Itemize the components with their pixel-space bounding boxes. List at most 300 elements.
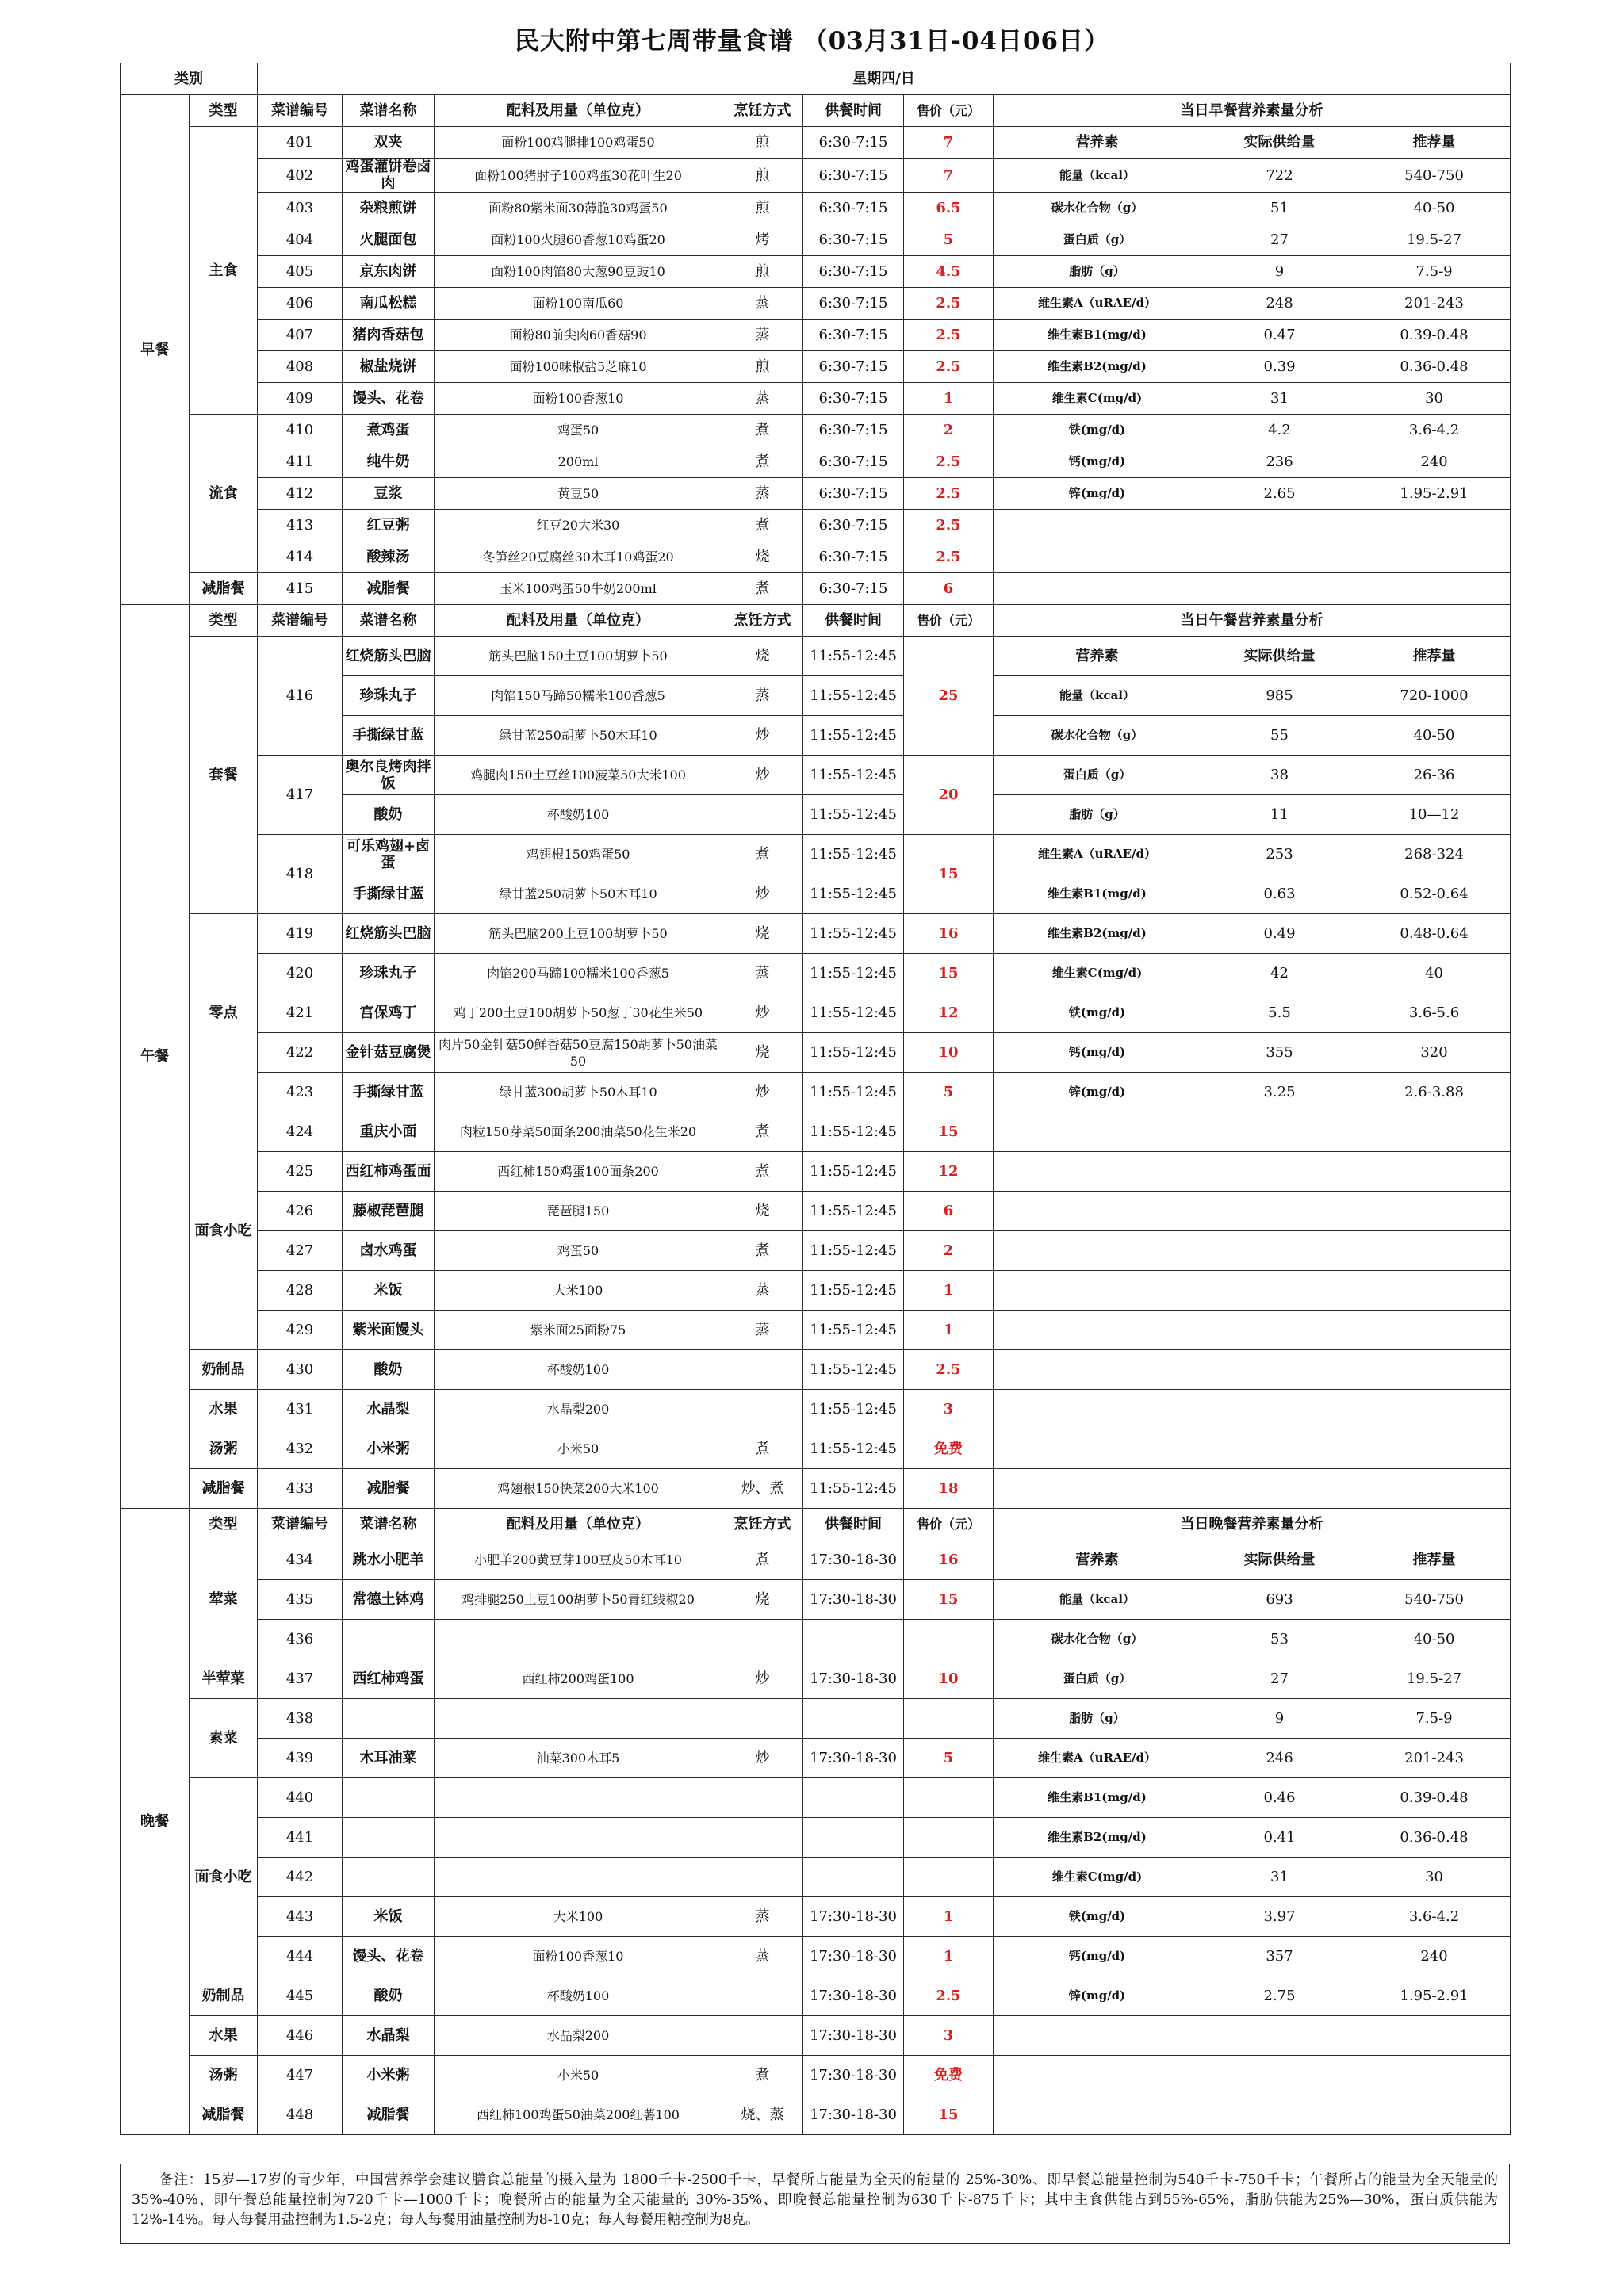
cook-method: 蒸 [722,478,803,510]
nutrient-name: 脂肪（g） [994,256,1201,288]
table-row [121,224,1511,256]
dish-price: 16 [904,1540,994,1580]
table-row [121,351,1511,383]
dish-name: 酸辣汤 [343,541,435,573]
type-cell: 套餐 [190,637,258,914]
table-row [121,1390,1511,1429]
dish-name: 红烧筋头巴脑 [343,637,435,676]
serve-time: 11:55-12:45 [803,1112,904,1152]
serve-time [803,1699,904,1739]
dish-name: 奥尔良烤肉拌饭 [343,756,435,795]
empty-cell [1201,1112,1358,1152]
table-row [121,1976,1511,2016]
table-row [121,510,1511,541]
table-row [121,1739,1511,1778]
dish-name: 珍珠丸子 [343,954,435,993]
dish-code: 448 [258,2095,343,2135]
empty-cell [994,2016,1201,2056]
nutrient-name: 维生素A（uRAE/d） [994,288,1201,320]
dish-ingredients: 鸡排腿250土豆100胡萝卜50青红线椒20 [435,1580,722,1620]
code-header: 菜谱编号 [258,605,343,637]
dish-code: 436 [258,1620,343,1659]
cook-method: 烧 [722,1580,803,1620]
dish-price: 25 [904,637,994,756]
type-cell: 面食小吃 [190,1112,258,1350]
cook-method: 烧 [722,914,803,954]
serve-time: 11:55-12:45 [803,1271,904,1311]
dish-ingredients: 绿甘蓝250胡萝卜50木耳10 [435,874,722,914]
dish-ingredients: 小米50 [435,1429,722,1469]
nutrient-recommended: 540-750 [1358,1580,1511,1620]
table-row [121,2056,1511,2095]
cook-method [722,2016,803,2056]
table-row [121,605,1511,637]
nutrient-header: 营养素 [994,1540,1201,1580]
dish-name [343,1620,435,1659]
cook-method: 炒 [722,756,803,795]
table-row [121,1350,1511,1390]
serve-time: 17:30-18-30 [803,1937,904,1976]
dish-code: 430 [258,1350,343,1390]
serve-time: 6:30-7:15 [803,383,904,415]
nutrient-actual: 253 [1201,835,1358,874]
dish-price: 4.5 [904,256,994,288]
empty-cell [1358,1112,1511,1152]
nutrient-name: 维生素C(mg/d) [994,954,1201,993]
type-cell: 汤粥 [190,2056,258,2095]
dish-code: 421 [258,993,343,1033]
nutrient-actual: 0.46 [1201,1778,1358,1818]
dish-price: 1 [904,1897,994,1937]
table-row [121,320,1511,351]
nutrient-actual: 31 [1201,1858,1358,1897]
cook-method: 炒 [722,1073,803,1112]
nutrient-actual: 355 [1201,1033,1358,1073]
table-row [121,288,1511,320]
dish-code: 445 [258,1976,343,2016]
table-row [121,1152,1511,1192]
dish-code: 437 [258,1659,343,1699]
dish-code: 413 [258,510,343,541]
empty-cell [994,2095,1201,2135]
nutrient-name: 碳水化合物（g） [994,193,1201,224]
serve-time: 6:30-7:15 [803,224,904,256]
dish-name: 京东肉饼 [343,256,435,288]
empty-cell [1358,1350,1511,1390]
dish-name: 卤水鸡蛋 [343,1231,435,1271]
empty-cell [994,1350,1201,1390]
dish-code: 446 [258,2016,343,2056]
dish-code: 419 [258,914,343,954]
dish-name: 西红柿鸡蛋面 [343,1152,435,1192]
cook-method [722,1818,803,1858]
serve-time: 11:55-12:45 [803,795,904,835]
dish-ingredients [435,1699,722,1739]
dish-name: 珍珠丸子 [343,676,435,716]
cook-method: 蒸 [722,676,803,716]
dish-ingredients: 肉片50金针菇50鲜香菇50豆腐150胡萝卜50油菜50 [435,1033,722,1073]
nutrient-recommended: 0.39-0.48 [1358,320,1511,351]
table-row [121,446,1511,478]
cook-method: 炒 [722,993,803,1033]
dish-ingredients: 肉馅200马蹄100糯米100香葱5 [435,954,722,993]
dish-code: 401 [258,127,343,159]
dish-code: 406 [258,288,343,320]
dish-name: 小米粥 [343,2056,435,2095]
table-row [121,1073,1511,1112]
empty-cell [994,1192,1201,1231]
empty-cell [994,1429,1201,1469]
table-row [121,95,1511,127]
dish-ingredients: 红豆20大米30 [435,510,722,541]
nutrient-name: 能量（kcal） [994,1580,1201,1620]
dish-price: 2.5 [904,541,994,573]
type-cell: 减脂餐 [190,1469,258,1509]
dish-name: 跳水小肥羊 [343,1540,435,1580]
dish-price: 3 [904,2016,994,2056]
cook-method: 炒 [722,1659,803,1699]
serve-time: 11:55-12:45 [803,716,904,756]
nutrient-recommended: 0.39-0.48 [1358,1778,1511,1818]
cook-method: 炒 [722,874,803,914]
serve-time: 11:55-12:45 [803,1390,904,1429]
serve-time: 11:55-12:45 [803,954,904,993]
nutrient-recommended: 240 [1358,446,1511,478]
cook-method: 煮 [722,1231,803,1271]
cook-method: 烤 [722,224,803,256]
dish-code: 416 [258,637,343,756]
dish-ingredients: 水晶梨200 [435,2016,722,2056]
ingredients-header: 配料及用量（单位克） [435,605,722,637]
dish-name: 减脂餐 [343,573,435,605]
dish-code: 418 [258,835,343,914]
dish-price: 2.5 [904,320,994,351]
serve-time: 11:55-12:45 [803,1469,904,1509]
empty-cell [994,1152,1201,1192]
serve-time: 11:55-12:45 [803,1152,904,1192]
serve-time: 11:55-12:45 [803,1192,904,1231]
serve-time: 6:30-7:15 [803,478,904,510]
nutrient-header: 营养素 [994,127,1201,159]
serve-time: 6:30-7:15 [803,573,904,605]
dish-ingredients: 筋头巴脑200土豆100胡萝卜50 [435,914,722,954]
nutrient-name: 维生素B2(mg/d) [994,1818,1201,1858]
nutrient-recommended: 30 [1358,383,1511,415]
cook-method: 煮 [722,1540,803,1580]
dish-ingredients [435,1818,722,1858]
dish-ingredients: 鸡翅根150快菜200大米100 [435,1469,722,1509]
dish-price: 5 [904,224,994,256]
dish-price: 2.5 [904,510,994,541]
cook-method: 蒸 [722,954,803,993]
dish-price: 10 [904,1033,994,1073]
nutrient-name: 维生素B1(mg/d) [994,1778,1201,1818]
serve-time [803,1778,904,1818]
serve-time: 11:55-12:45 [803,874,904,914]
dish-name: 常德土钵鸡 [343,1580,435,1620]
table-row [121,637,1511,676]
dish-name: 酸奶 [343,1976,435,2016]
dish-code: 410 [258,415,343,446]
empty-cell [1358,2095,1511,2135]
serve-time: 11:55-12:45 [803,756,904,795]
dish-name [343,1858,435,1897]
table-row [121,2095,1511,2135]
dish-code: 438 [258,1699,343,1739]
cook-method [722,1699,803,1739]
nutrient-name: 钙(mg/d) [994,1033,1201,1073]
dish-ingredients: 冬笋丝20豆腐丝30木耳10鸡蛋20 [435,541,722,573]
dish-name: 米饭 [343,1271,435,1311]
nutrient-name: 脂肪（g） [994,795,1201,835]
nutrient-recommended: 3.6-5.6 [1358,993,1511,1033]
nutrient-name: 维生素C(mg/d) [994,1858,1201,1897]
dish-price [904,1818,994,1858]
table-row [121,1192,1511,1231]
cook-method: 煮 [722,835,803,874]
dish-name: 水晶梨 [343,2016,435,2056]
nutrient-actual: 42 [1201,954,1358,993]
nutrient-name: 脂肪（g） [994,1699,1201,1739]
page-title: 民大附中第七周带量食谱 （03月31日-04日06日） [514,27,1110,55]
type-header: 类型 [190,1509,258,1540]
ingredients-header: 配料及用量（单位克） [435,95,722,127]
empty-cell [1358,1231,1511,1271]
nutrient-actual: 2.65 [1201,478,1358,510]
method-header: 烹饪方式 [722,605,803,637]
dish-name: 馒头、花卷 [343,383,435,415]
nutrient-header: 营养素 [994,637,1201,676]
empty-cell [994,1231,1201,1271]
price-header: 售价（元） [904,95,994,127]
nutrient-recommended: 1.95-2.91 [1358,1976,1511,2016]
nutrient-recommended: 720-1000 [1358,676,1511,716]
nutrient-name: 维生素C(mg/d) [994,383,1201,415]
dish-name: 金针菇豆腐煲 [343,1033,435,1073]
dish-code: 429 [258,1311,343,1350]
meal-breakfast: 早餐 [121,95,190,605]
nutrient-actual: 2.75 [1201,1976,1358,2016]
dish-price: 6.5 [904,193,994,224]
dish-ingredients: 肉粒150芽菜50面条200油菜50花生米20 [435,1112,722,1152]
empty-cell [1358,1469,1511,1509]
dish-name: 椒盐烧饼 [343,351,435,383]
table-row [121,383,1511,415]
cook-method: 煮 [722,2056,803,2095]
nutrient-actual: 9 [1201,1699,1358,1739]
cook-method [722,795,803,835]
type-cell: 素菜 [190,1699,258,1778]
empty-cell [1201,1429,1358,1469]
dish-price: 6 [904,1192,994,1231]
dish-code: 447 [258,2056,343,2095]
dish-ingredients: 绿甘蓝250胡萝卜50木耳10 [435,716,722,756]
method-header: 烹饪方式 [722,95,803,127]
analysis-title: 当日早餐营养素量分析 [994,95,1511,127]
type-cell: 减脂餐 [190,2095,258,2135]
cook-method: 蒸 [722,1897,803,1937]
nutrient-actual: 27 [1201,1659,1358,1699]
dish-ingredients: 西红柿200鸡蛋100 [435,1659,722,1699]
cook-method: 蒸 [722,1937,803,1976]
serve-time: 17:30-18-30 [803,1580,904,1620]
cook-method: 炒 [722,716,803,756]
dish-ingredients: 大米100 [435,1271,722,1311]
table-row [121,1620,1511,1659]
dish-name [343,1699,435,1739]
dish-name: 酸奶 [343,1350,435,1390]
dish-code: 440 [258,1778,343,1818]
dish-code: 408 [258,351,343,383]
nutrient-name: 锌(mg/d) [994,478,1201,510]
nutrient-recommended: 3.6-4.2 [1358,1897,1511,1937]
table-row [121,193,1511,224]
serve-time: 11:55-12:45 [803,1429,904,1469]
dish-code: 427 [258,1231,343,1271]
dish-code: 409 [258,383,343,415]
table-row [121,1509,1511,1540]
nutrient-name: 铁(mg/d) [994,993,1201,1033]
dish-name: 藤椒琵琶腿 [343,1192,435,1231]
empty-cell [1201,1350,1358,1390]
serve-time: 17:30-18-30 [803,1540,904,1580]
nutrient-name: 蛋白质（g） [994,1659,1201,1699]
table-row [121,1778,1511,1818]
dish-ingredients: 鸡翅根150鸡蛋50 [435,835,722,874]
dish-name: 南瓜松糕 [343,288,435,320]
empty-cell [1201,541,1358,573]
dish-ingredients: 大米100 [435,1897,722,1937]
cook-method: 煎 [722,193,803,224]
serve-time: 11:55-12:45 [803,1073,904,1112]
dish-code: 444 [258,1937,343,1976]
type-cell: 零点 [190,914,258,1112]
type-cell: 面食小吃 [190,1778,258,1976]
table-row [121,1271,1511,1311]
cook-method [722,1976,803,2016]
nutrient-actual: 38 [1201,756,1358,795]
dish-code: 431 [258,1390,343,1429]
nutrient-name: 钙(mg/d) [994,1937,1201,1976]
cook-method [722,1778,803,1818]
nutrient-recommended: 40-50 [1358,716,1511,756]
dish-code: 422 [258,1033,343,1073]
cook-method: 烧 [722,1192,803,1231]
nutrient-name: 钙(mg/d) [994,446,1201,478]
nutrient-recommended: 26-36 [1358,756,1511,795]
empty-cell [1358,573,1511,605]
cook-method: 烧 [722,1033,803,1073]
nutrient-actual: 693 [1201,1580,1358,1620]
nutrient-actual: 236 [1201,446,1358,478]
table-row [121,1858,1511,1897]
table-row [121,1659,1511,1699]
dish-ingredients: 紫米面25面粉75 [435,1311,722,1350]
cook-method: 煮 [722,1112,803,1152]
dish-ingredients: 面粉100南瓜60 [435,288,722,320]
dish-price [904,1620,994,1659]
dish-ingredients: 杯酸奶100 [435,795,722,835]
serve-time: 6:30-7:15 [803,351,904,383]
nutrient-recommended: 10—12 [1358,795,1511,835]
table-row [121,954,1511,993]
dish-code: 434 [258,1540,343,1580]
dish-price: 7 [904,159,994,193]
nutrient-recommended: 201-243 [1358,1739,1511,1778]
nutrient-name: 能量（kcal） [994,676,1201,716]
cook-method: 煎 [722,159,803,193]
nutrient-recommended: 0.36-0.48 [1358,351,1511,383]
serve-time: 17:30-18-30 [803,1976,904,2016]
dish-name: 手撕绿甘蓝 [343,874,435,914]
serve-time: 17:30-18-30 [803,2016,904,2056]
cook-method: 蒸 [722,288,803,320]
dish-name: 紫米面馒头 [343,1311,435,1350]
serve-time: 17:30-18-30 [803,1659,904,1699]
dish-ingredients: 玉米100鸡蛋50牛奶200ml [435,573,722,605]
empty-cell [1201,1390,1358,1429]
cook-method [722,1350,803,1390]
empty-cell [1358,510,1511,541]
name-header: 菜谱名称 [343,1509,435,1540]
nutrient-recommended: 3.6-4.2 [1358,415,1511,446]
actual-header: 实际供给量 [1201,127,1358,159]
serve-time: 6:30-7:15 [803,415,904,446]
nutrient-recommended: 540-750 [1358,159,1511,193]
empty-cell [1201,1231,1358,1271]
dish-code: 404 [258,224,343,256]
dish-price: 2.5 [904,478,994,510]
cook-method: 煮 [722,415,803,446]
price-header: 售价（元） [904,1509,994,1540]
dish-price: 3 [904,1390,994,1429]
dish-ingredients: 面粉100火腿60香葱10鸡蛋20 [435,224,722,256]
dish-ingredients: 琵琶腿150 [435,1192,722,1231]
nutrient-actual: 53 [1201,1620,1358,1659]
cook-method: 烧、蒸 [722,2095,803,2135]
dish-price: 2 [904,415,994,446]
cook-method: 烧 [722,637,803,676]
dish-price: 6 [904,573,994,605]
cook-method: 炒 [722,1739,803,1778]
table-row [121,573,1511,605]
table-row [121,914,1511,954]
dish-name: 红豆粥 [343,510,435,541]
dish-name: 木耳油菜 [343,1739,435,1778]
serve-time: 6:30-7:15 [803,446,904,478]
ingredients-header: 配料及用量（单位克） [435,1509,722,1540]
table-row [121,415,1511,446]
dish-ingredients: 200ml [435,446,722,478]
dish-code: 435 [258,1580,343,1620]
cook-method: 煮 [722,573,803,605]
serve-time: 17:30-18-30 [803,2095,904,2135]
nutrient-actual: 246 [1201,1739,1358,1778]
serve-time: 6:30-7:15 [803,159,904,193]
serve-time: 11:55-12:45 [803,1033,904,1073]
type-cell: 奶制品 [190,1976,258,2016]
nutrient-recommended: 40 [1358,954,1511,993]
dish-code: 420 [258,954,343,993]
serve-time: 6:30-7:15 [803,288,904,320]
serve-time [803,1620,904,1659]
time-header: 供餐时间 [803,605,904,637]
empty-cell [1201,1192,1358,1231]
dish-ingredients: 绿甘蓝300胡萝卜50木耳10 [435,1073,722,1112]
dish-name: 猪肉香菇包 [343,320,435,351]
serve-time: 17:30-18-30 [803,1739,904,1778]
dish-name: 红烧筋头巴脑 [343,914,435,954]
